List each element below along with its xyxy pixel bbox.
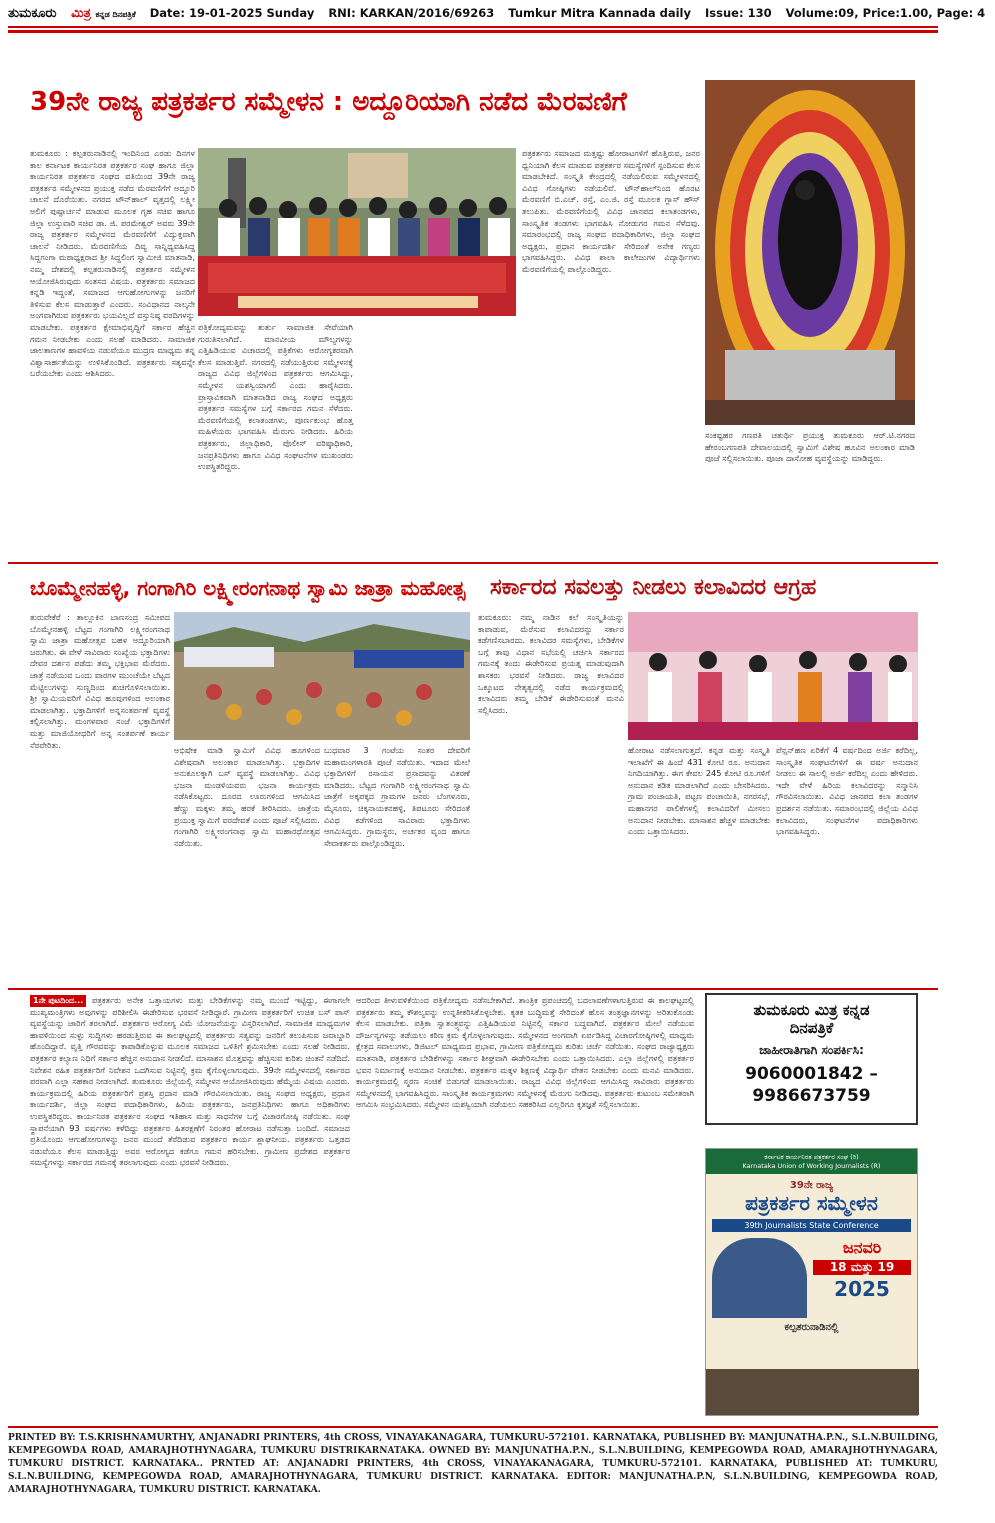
poster-people-strip bbox=[706, 1369, 919, 1415]
story1-headline: 39ನೇ ರಾಜ್ಯ ಪತ್ರಕರ್ತರ ಸಮ್ಮೇಳನ : ಅದ್ದೂರಿಯಾಗಿ ನಡೆದ ಮೆರವಣಿಗೆ bbox=[30, 87, 627, 117]
section-rule-1 bbox=[8, 562, 938, 564]
artists-event-photo bbox=[628, 612, 918, 740]
story3-headline: ಸರ್ಕಾರದ ಸವಲತ್ತು ನೀಡಲು ಕಲಾವಿದರ ಆಗ್ರಹ bbox=[490, 575, 817, 600]
masthead-rule bbox=[8, 30, 938, 33]
poster-year: 2025 bbox=[834, 1277, 890, 1301]
artists-felicitation-image bbox=[628, 612, 918, 740]
story1-column-2b bbox=[360, 322, 516, 558]
rni-number: RNI: KARKAN/2016/69263 bbox=[328, 6, 495, 20]
poster-month: ಜನವರಿ bbox=[842, 1238, 882, 1257]
poster-place: ಕಲ್ಪತರುನಾಡಿನಲ್ಲಿ bbox=[784, 1322, 839, 1333]
poster-body bbox=[706, 1238, 917, 1318]
ad-line-1: ತುಮಕೂರು ಮಿತ್ರ ಕನ್ನಡ bbox=[753, 1001, 870, 1019]
temple-photo-caption: ಸಂಕಷ್ಟಹರ ಗಣಪತಿ ಚತುರ್ಥಿ ಪ್ರಯುಕ್ತ ತುಮಕೂರು ಆರ್.ಟಿ.ನಗರದ ಹೇರಂಬಗಣಪತಿ ದೇವಾಲಯದಲ್ಲಿ ಸ್ವಾಮಿಗೆ ವಿಶೇಷ ಹೂವಿನ ಅಲಂಕಾರ ಮಾಡಿ ಪೂಜೆ ಸಲ್ಲಿಸಲಾಯಿತು. ಪೂಜಾ ದಾಸೋಹ ವ್ಯವಸ್ಥೆಯನ್ನು ಮಾಡಿದ್ದರು. bbox=[705, 430, 915, 464]
story2-column-2: ಅಭಿಷೇಕ ಮಾಡಿ ಸ್ವಾಮಿಗೆ ವಿವಿಧ ಹೂಗಳಿಂದ ವಿಶೇಷವಾಗಿ ಅಲಂಕಾರ ಮಾಡಲಾಗಿತ್ತು. ಭಕ್ತಾದಿಗಳ ಅನುಕೂಲಕ್ಕಾಗಿ ಬಸ್ ವ್ಯವಸ್ಥೆ ಮಾಡಲಾಗಿತ್ತು. ವಿವಿಧ ಭಜನಾ ಮಂಡಳಿಯವರು ಭಜನಾ ಕಾರ್ಯಕ್ರಮ ನಡೆಸಿಕೊಟ್ಟರು. ದೂರದ ಊರುಗಳಿಂದ ಆಗಮಿಸಿದ ಹೆಣ್ಣು ಮಕ್ಕಳು ತಮ್ಮ ಹರಕೆ ತೀರಿಸಿದರು. ಜಾತ್ರೆಯ ಪ್ರಯುಕ್ತ ಸ್ವಾಮಿಗೆ ವರದೇವತೆ ಎಂದು ಪೂಜೆ ಸಲ್ಲಿಸಿದರು. ಗಂಗಾಗಿರಿ ಲಕ್ಷ್ಮೀರಂಗನಾಥ ಸ್ವಾಮಿ ಮಹಾರಥೋತ್ಸವ ನಡೆಯಿತು. bbox=[174, 745, 320, 848]
temple-deity-image bbox=[705, 80, 915, 425]
story3-column-2: ಹೋರಾಟ ನಡೆಸಲಾಗುತ್ತದೆ. ಕನ್ನಡ ಮತ್ತು ಸಂಸ್ಕೃತಿ ಇಲಾಖೆಗೆ ಈ ಹಿಂದೆ 431 ಕೋಟಿ ರೂ. ಅನುದಾನ ನಿಗದಿಯಾಗಿತ್ತು. ಈಗ ಕೇವಲ 245 ಕೋಟಿ ರೂ.ಗಳಿಗೆ ಅನುದಾನ ಕಡಿತ ಮಾಡಲಾಗಿದೆ ಎಂದು ಬೇಸರಿಸಿದರು. ಗ್ರಾಮ ಪಂಚಾಯತಿ, ಪಟ್ಟಣ ಪಂಚಾಯಿತಿ, ನಗರಸಭೆ, ಮಹಾನಗರ ಪಾಲಿಕೆಗಳಲ್ಲಿ ಕಲಾವಿದರಿಗೆ ಮೀಸಲು ಅನುದಾನ ನೀಡಬೇಕು. ಮಾಸಾಶನ ಹೆಚ್ಚಳ ಮಾಡಬೇಕು ಎಂದು ಒತ್ತಾಯಿಸಿದರು. bbox=[628, 745, 770, 837]
story3-column-1: ತುಮಕೂರು: ನಮ್ಮ ನಾಡಿನ ಕಲೆ ಸಂಸ್ಕೃತಿಯನ್ನು ಕಾಪಾಡುವ, ಮೆರೆಸುವ ಕಲಾವಿದರನ್ನು ಸರ್ಕಾರ ಕಡೆಗಣಿಸಬಾರದು. ಕಲಾವಿದರ ಸಮಸ್ಯೆಗಳು, ಬೇಡಿಕೆಗಳ ಬಗ್ಗೆ ತಾವು ವಿಧಾನ ಸಭೆಯಲ್ಲಿ ಚರ್ಚಿಸಿ ಸರ್ಕಾರದ ಗಮನಕ್ಕೆ ತಂದು ಈಡೇರಿಸುವ ಪ್ರಯತ್ನ ಮಾಡುವುದಾಗಿ ಶಾಸಕರು ಭರವಸೆ ನೀಡಿದರು. ರಾಜ್ಯ ಕಲಾವಿದರ ಒಕ್ಕೂಟದ ನೇತೃತ್ವದಲ್ಲಿ ನಡೆದ ಕಾರ್ಯಕ್ರಮದಲ್ಲಿ ಕಲಾವಿದರು ತಮ್ಮ ಬೇಡಿಕೆ ಈಡೇರಿಸುವಂತೆ ಮನವಿ ಸಲ್ಲಿಸಿದರು. bbox=[478, 612, 624, 715]
poster-title: ಪತ್ರಕರ್ತರ ಸಮ್ಮೇಳನ bbox=[745, 1191, 878, 1215]
poster-org-kannada: ಕರ್ನಾಟಕ ಕಾರ್ಯನಿರತ ಪತ್ರಕರ್ತರ ಸಂಘ (ರಿ) bbox=[764, 1153, 859, 1161]
newspaper-logo: ತುಮಕೂರು ಮಿತ್ರ ಕನ್ನಡ ದಿನಪತ್ರಿಕೆ bbox=[8, 6, 136, 21]
footer-rule bbox=[8, 1426, 938, 1428]
procession-photo bbox=[198, 148, 516, 316]
story1-column-3: ಪತ್ರಕರ್ತರು ಸಮಾಜದ ಮತ್ತಷ್ಟು ಹೋರಾಟಗಳಿಗೆ ಹೊತ್ತಿರುವ, ಜನರ ಧ್ವನಿಯಾಗಿ ಕೆಲಸ ಮಾಡುವ ಪತ್ರಕರ್ತರ ಸಮಸ್ಯೆಗಳಿಗೆ ಸ್ಪಂದಿಸುವ ಕೆಲಸ ಮಾಡಬೇಕಿದೆ. ಸಂಸ್ಕೃತಿ ಕೇಂದ್ರದಲ್ಲಿ ನಡೆಯಲಿರುವ ಸಮ್ಮೇಳನದಲ್ಲಿ ವಿವಿಧ ಗೋಷ್ಠಿಗಳು ನಡೆಯಲಿವೆ. ಟೌನ್‌ಹಾಲ್‌ನಿಂದ ಹೊರಟ ಮೆರವಣಿಗೆ ಬಿ.ಎಚ್. ರಸ್ತೆ, ಎಂ.ಜಿ. ರಸ್ತೆ ಮೂಲಕ ಗ್ಲಾಸ್ ಹೌಸ್ ತಲುಪಿತು. ಮೆರವಣಿಗೆಯಲ್ಲಿ ವಿವಿಧ ಜಾನಪದ ಕಲಾತಂಡಗಳು, ಸಾಂಸ್ಕೃತಿಕ ತಂಡಗಳು ಭಾಗವಹಿಸಿ ನೋಡುಗರ ಗಮನ ಸೆಳೆದವು. ಸಮಾರಂಭದಲ್ಲಿ ರಾಜ್ಯ ಸಂಘದ ಪದಾಧಿಕಾರಿಗಳು, ಜಿಲ್ಲಾ ಸಂಘದ ಅಧ್ಯಕ್ಷರು, ಪ್ರಧಾನ ಕಾರ್ಯದರ್ಶಿ ಸೇರಿದಂತೆ ಅನೇಕ ಗಣ್ಯರು ಭಾಗವಹಿಸಿದ್ದರು. ವಿವಿಧ ಶಾಲಾ ಕಾಲೇಜುಗಳ ವಿದ್ಯಾರ್ಥಿಗಳು ಮೆರವಣಿಗೆಯಲ್ಲಿ ಪಾಲ್ಗೊಂಡಿದ್ದರು. bbox=[522, 148, 700, 274]
ad-line-2: ದಿನಪತ್ರಿಕೆ bbox=[789, 1019, 834, 1037]
procession-photo-image bbox=[198, 148, 516, 316]
issue-date: Date: 19-01-2025 Sunday bbox=[149, 6, 315, 20]
story2-column-3: ಬುಧವಾರ 3 ಗಂಟೆಯ ಸಂತರ ದೇವರಿಗೆ ಮಹಾಮಂಗಳಾರತಿ ಪೂಜೆ ನಡೆಯಿತು. ಇದಾದ ಮೇಲೆ ಭಕ್ತಾದಿಗಳಿಗೆ ರಸಾಯನ ಪ್ರಸಾದವನ್ನು ವಿತರಣೆ ಮಾಡಿದರು. ಬೆಟ್ಟದ ಗಂಗಾಗಿರಿ ಲಕ್ಷ್ಮೀರಂಗನಾಥ ಸ್ವಾಮಿ ಜಾತ್ರೆಗೆ ಅಕ್ಕಪಕ್ಕದ ಗ್ರಾಮಗಳ ಜನರು ಬೆಂಗಳೂರು, ಮೈಸೂರು, ಚಿಕ್ಕನಾಯಕನಹಳ್ಳಿ, ತಿಪಟೂರು ಸೇರಿದಂತೆ ವಿವಿಧ ಕಡೆಗಳಿಂದ ಸಾವಿರಾರು ಭಕ್ತಾದಿಗಳು ಆಗಮಿಸಿದ್ದರು. ಗ್ರಾಮಸ್ಥರು, ಅರ್ಚಕರ ವೃಂದ ಹಾಗೂ ಸೇವಾಕರ್ತರು ಪಾಲ್ಗೊಂಡಿದ್ದರು. bbox=[324, 745, 470, 848]
ad-phone-1: 9060001842 – bbox=[745, 1064, 878, 1084]
poster-portrait bbox=[712, 1238, 807, 1318]
paper-name: Tumkur Mitra Kannada daily bbox=[508, 6, 691, 20]
temple-deity-photo bbox=[705, 80, 915, 425]
poster-org-english: Karnataka Union of Working Journalists (R) bbox=[742, 1162, 881, 1170]
story3-column-3: ಪೆನ್ಷನ್‌ಹಣ ಏರಿಕೆಗೆ 4 ವರ್ಷದಿಂದ ಅರ್ಜಿ ಕರೆದಿಲ್ಲ, ಸಾಂಸ್ಕೃತಿಕ ಸಂಘಟನೆಗಳಿಗೆ ಈ ವರ್ಷ ಅನುದಾನ ನೀಡಲು ಈ ಸಾಲಲ್ಲಿ ಅರ್ಜಿ ಕರೆದಿಲ್ಲ ಎಂದು ಹೇಳಿದರು. ಇದೇ ವೇಳೆ ಹಿರಿಯ ಕಲಾವಿದರನ್ನು ಸನ್ಮಾನಿಸಿ ಗೌರವಿಸಲಾಯಿತು. ವಿವಿಧ ಜಾನಪದ ಕಲಾ ತಂಡಗಳ ಪ್ರದರ್ಶನ ನಡೆಯಿತು. ಸಮಾರಂಭದಲ್ಲಿ ಜಿಲ್ಲೆಯ ವಿವಿಧ ಕಲಾವಿದರು, ಸಂಘಟನೆಗಳ ಪದಾಧಿಕಾರಿಗಳು ಭಾಗವಹಿಸಿದ್ದರು. bbox=[776, 745, 918, 837]
conference-poster bbox=[705, 1148, 918, 1416]
poster-subtitle: 39th Journalists State Conference bbox=[712, 1219, 911, 1232]
story4-text: ಪತ್ರಕರ್ತರು ಅನೇಕ ಒತ್ತಾಯಗಳು ಮತ್ತು ಬೇಡಿಕೆಗಳನ್ನು ನಮ್ಮ ಮುಂದೆ ಇಟ್ಟಿದ್ದು, ಈಗಾಗಲೇ ಮುಖ್ಯಮಂತ್ರಿಗಳು ಅವುಗಳನ್ನು ಪರಿಶೀಲಿಸಿ ಈಡೇರಿಸುವ ಭರವಸೆ ನೀಡಿದ್ದಾರೆ. ಗ್ರಾಮೀಣ ಪತ್ರಕರ್ತರಿಗೆ ಉಚಿತ ಬಸ್ ಪಾಸ್ ವ್ಯವಸ್ಥೆಯನ್ನು ಜಾರಿಗೆ ತರಲಾಗಿದೆ. ಪತ್ರಕರ್ತರ ಆರೋಗ್ಯ ವಿಮೆ ಯೋಜನೆಯನ್ನು ವಿಸ್ತರಿಸಲಾಗಿದೆ. ಸಾಮಾಜಿಕ ಮಾಧ್ಯಮಗಳ ಹಾವಳಿಯಿಂದ ಸುಳ್ಳು ಸುದ್ದಿಗಳು ಹರಡುತ್ತಿರುವ ಈ ಕಾಲಘಟ್ಟದಲ್ಲಿ ಪತ್ರಕರ್ತರು ಸತ್ಯವನ್ನು ಜನರಿಗೆ ತಲುಪಿಸುವ ಜವಾಬ್ದಾರಿ ಹೊಂದಿದ್ದಾರೆ. ವೃತ್ತಿ ಗೌರವವನ್ನು ಕಾಪಾಡಿಕೊಳ್ಳುವ ಮೂಲಕ ಸಮಾಜದ ಒಳಿತಿಗೆ ಶ್ರಮಿಸಬೇಕು ಎಂದು ಸಲಹೆ ನೀಡಿದರು. ಪತ್ರಕರ್ತರ ಕಲ್ಯಾಣ ನಿಧಿಗೆ ಸರ್ಕಾರ ಹೆಚ್ಚಿನ ಅನುದಾನ ನೀಡಲಿದೆ. ಮಾಸಾಶನ ಮೊತ್ತವನ್ನು ಹೆಚ್ಚಿಸುವ ಕುರಿತು ಚಿಂತನೆ ನಡೆದಿದೆ. ನಿವೇಶನ ರಹಿತ ಪತ್ರಕರ್ತರಿಗೆ ನಿವೇಶನ ಒದಗಿಸುವ ನಿಟ್ಟಿನಲ್ಲಿ ಕ್ರಮ ಕೈಗೊಳ್ಳಲಾಗುವುದು. 39ನೇ ಸಮ್ಮೇಳನದಲ್ಲಿ ಸರ್ಕಾರದ ಪರವಾಗಿ ಎಲ್ಲಾ ಸಹಕಾರ ನೀಡಲಾಗಿದೆ. ತುಮಕೂರು ಜಿಲ್ಲೆಯಲ್ಲಿ ಸಮ್ಮೇಳನ ಆಯೋಜಿಸಿರುವುದು ಹೆಮ್ಮೆಯ ವಿಷಯ ಎಂದರು. ಕಾರ್ಯಕ್ರಮದಲ್ಲಿ ಹಿರಿಯ ಪತ್ರಕರ್ತರಿಗೆ ಪ್ರಶಸ್ತಿ ಪ್ರದಾನ ಮಾಡಿ ಗೌರವಿಸಲಾಯಿತು. ರಾಜ್ಯ ಸಂಘದ ಅಧ್ಯಕ್ಷರು, ಪ್ರಧಾನ ಕಾರ್ಯದರ್ಶಿ, ಜಿಲ್ಲಾ ಸಂಘದ ಪದಾಧಿಕಾರಿಗಳು, ಹಿರಿಯ ಪತ್ರಕರ್ತರು, ಜನಪ್ರತಿನಿಧಿಗಳು ಹಾಗೂ ಅಧಿಕಾರಿಗಳು ಉಪಸ್ಥಿತರಿದ್ದರು. ಕಾರ್ಯನಿರತ ಪತ್ರಕರ್ತರ ಸಂಘದ ಇತಿಹಾಸ ಮತ್ತು ಸಾಧನೆಗಳ ಬಗ್ಗೆ ವಿಚಾರಗೋಷ್ಠಿ ನಡೆಯಿತು. ಸಂಘ ಸ್ಥಾಪನೆಯಾಗಿ 93 ವರ್ಷಗಳು ಕಳೆದಿದ್ದು ಪತ್ರಕರ್ತರ ಹಿತರಕ್ಷಣೆಗೆ ನಿರಂತರ ಹೋರಾಟ ನಡೆಸುತ್ತಾ ಬಂದಿದೆ. ಸಮಾಜದ ಪ್ರತಿಯೊಂದು ಆಗುಹೋಗುಗಳನ್ನು ಜನರ ಮುಂದೆ ತೆರೆದಿಡುವ ಪತ್ರಕರ್ತರ ಕಾರ್ಯ ಶ್ಲಾಘನೀಯ. ಪತ್ರಕರ್ತರು ಒತ್ತಡದ ನಡುವೆಯೂ ಕೆಲಸ ಮಾಡುತ್ತಿದ್ದು ಅವರ ಆರೋಗ್ಯದ ಕಡೆಗೂ ಗಮನ ಹರಿಸಬೇಕು. ಗ್ರಾಮೀಣ ಪ್ರದೇಶದ ಪತ್ರಕರ್ತರ ಸಮಸ್ಯೆಗಳನ್ನು ಸರ್ಕಾರದ ಗಮನಕ್ಕೆ ತರಲಾಗುವುದು ಎಂದು ಭರವಸೆ ನೀಡಿದರು. bbox=[30, 995, 350, 1168]
issue-number: Issue: 130 bbox=[705, 6, 772, 20]
story1-column-2: ಪತ್ರಿಕೋದ್ಯಮವನ್ನು ತುರ್ತು ಸಾಮಾಜಿಕ ಸೇವೆಯಾಗಿ ಗುರುತಿಸಲಾಗಿದೆ. ಮಾನವೀಯ ಮೌಲ್ಯಗಳನ್ನು ಎತ್ತಿಹಿಡಿಯುವ ವಿಚಾರದಲ್ಲಿ ಪತ್ರಿಕೆಗಳು ಆರೋಗ್ಯಕರವಾಗಿ ಕೆಲಸ ಮಾಡುತ್ತಿವೆ. ನಗರದಲ್ಲಿ ನಡೆಯುತ್ತಿರುವ ಸಮ್ಮೇಳನಕ್ಕೆ ರಾಜ್ಯದ ವಿವಿಧ ಜಿಲ್ಲೆಗಳಿಂದ ಪತ್ರಕರ್ತರು ಆಗಮಿಸಿದ್ದು, ಸಮ್ಮೇಳನ ಯಶಸ್ವಿಯಾಗಲಿ ಎಂದು ಹಾರೈಸಿದರು. ಪ್ರಾಸ್ತಾವಿಕವಾಗಿ ಮಾತನಾಡಿದ ರಾಜ್ಯ ಸಂಘದ ಅಧ್ಯಕ್ಷರು ಪತ್ರಕರ್ತರ ಸಮಸ್ಯೆಗಳ ಬಗ್ಗೆ ಸರ್ಕಾರದ ಗಮನ ಸೆಳೆದರು. ಮೆರವಣಿಗೆಯಲ್ಲಿ ಕಲಾತಂಡಗಳು, ಪೂರ್ಣಕುಂಭ ಹೊತ್ತ ಮಹಿಳೆಯರು ಭಾಗವಹಿಸಿ ಮೆರುಗು ನೀಡಿದರು. ಹಿರಿಯ ಪತ್ರಕರ್ತರು, ಜಿಲ್ಲಾಧಿಕಾರಿ, ಪೊಲೀಸ್ ವರಿಷ್ಠಾಧಿಕಾರಿ, ಜನಪ್ರತಿನಿಧಿಗಳು ಹಾಗೂ ವಿವಿಧ ಸಂಘಟನೆಗಳ ಮುಖಂಡರು ಉಪಸ್ಥಿತರಿದ್ದರು. bbox=[198, 322, 353, 472]
story4-column-2: ಆದರಿಂದ ತೀಳುವಳಿಕೆಯಿಂದ ಪತ್ರಿಕೋದ್ಯಮ ನಡೆಸಬೇಕಾಗಿದೆ. ತಾಂತ್ರಿಕ ಪ್ರಪಂಚದಲ್ಲಿ ಬದಲಾವಣೆಗಳಾಗುತ್ತಿರುವ ಈ ಕಾಲಘಟ್ಟದಲ್ಲಿ ಪತ್ರಕರ್ತರು ತಮ್ಮ ಕೌಶಲ್ಯವನ್ನು ಉನ್ನತೀಕರಿಸಿಕೊಳ್ಳಬೇಕು. ಕೃತಕ ಬುದ್ಧಿಮತ್ತೆ ಸೇರಿದಂತೆ ಹೊಸ ತಂತ್ರಜ್ಞಾನಗಳನ್ನು ಅರಿತುಕೊಂಡು ಕೆಲಸ ಮಾಡಬೇಕು. ಪತ್ರಿಕಾ ಸ್ವಾತಂತ್ರ್ಯವನ್ನು ಎತ್ತಿಹಿಡಿಯುವ ನಿಟ್ಟಿನಲ್ಲಿ ಸರ್ಕಾರ ಬದ್ಧವಾಗಿದೆ. ಪತ್ರಕರ್ತರ ಮೇಲೆ ನಡೆಯುವ ದೌರ್ಜನ್ಯಗಳನ್ನು ತಡೆಯಲು ಕಠಿಣ ಕ್ರಮ ಕೈಗೊಳ್ಳಲಾಗುವುದು. ಸಮ್ಮೇಳನದ ಅಂಗವಾಗಿ ಏರ್ಪಡಿಸಿದ್ದ ವಿಚಾರಗೋಷ್ಠಿಗಳಲ್ಲಿ ಮಾಧ್ಯಮ ಕ್ಷೇತ್ರದ ಸವಾಲುಗಳು, ಡಿಜಿಟಲ್ ಮಾಧ್ಯಮದ ಪ್ರಭಾವ, ಗ್ರಾಮೀಣ ಪತ್ರಿಕೋದ್ಯಮ ಕುರಿತು ಚರ್ಚೆ ನಡೆಯಿತು. ಸಂಘದ ರಾಜ್ಯಾಧ್ಯಕ್ಷರು ಮಾತನಾಡಿ, ಪತ್ರಕರ್ತರ ಬೇಡಿಕೆಗಳನ್ನು ಸರ್ಕಾರ ಶೀಘ್ರವಾಗಿ ಈಡೇರಿಸಬೇಕು ಎಂದು ಒತ್ತಾಯಿಸಿದರು. ಎಲ್ಲಾ ಜಿಲ್ಲೆಗಳಲ್ಲಿ ಪತ್ರಕರ್ತರ ಭವನ ನಿರ್ಮಾಣಕ್ಕೆ ಅನುದಾನ ನೀಡಬೇಕು. ಪತ್ರಕರ್ತರ ಮಕ್ಕಳ ಶಿಕ್ಷಣಕ್ಕೆ ವಿದ್ಯಾರ್ಥಿ ವೇತನ ನೀಡಬೇಕು ಎಂದು ಮನವಿ ಮಾಡಿದರು. ಕಾರ್ಯಕ್ರಮದಲ್ಲಿ ಸ್ಮರಣ ಸಂಚಿಕೆ ಬಿಡುಗಡೆ ಮಾಡಲಾಯಿತು. ರಾಜ್ಯದ ವಿವಿಧ ಜಿಲ್ಲೆಗಳಿಂದ ಆಗಮಿಸಿದ್ದ ಸಾವಿರಾರು ಪತ್ರಕರ್ತರು ಸಮ್ಮೇಳನದಲ್ಲಿ ಭಾಗವಹಿಸಿದ್ದರು. ಸಾಂಸ್ಕೃತಿಕ ಕಾರ್ಯಕ್ರಮಗಳು ಸಮ್ಮೇಳನಕ್ಕೆ ಮೆರುಗು ನೀಡಿದವು. ಪತ್ರಕರ್ತರು ಕುಟುಂಬ ಸಮೇತರಾಗಿ ಆಗಮಿಸಿ ಸಂಭ್ರಮಿಸಿದರು. ಸಮ್ಮೇಳನ ಯಶಸ್ವಿಯಾಗಿ ನಡೆಯಲು ಸಹಕರಿಸಿದ ಎಲ್ಲರಿಗೂ ಕೃತಜ್ಞತೆ ಸಲ್ಲಿಸಲಾಯಿತು. bbox=[356, 995, 694, 1110]
fair-crowd-image bbox=[174, 612, 470, 740]
poster-org-header bbox=[706, 1149, 917, 1174]
imprint-footer: PRINTED BY: T.S.KRISHNAMURTHY, ANJANADRI PRINTERS, 4th CROSS, VINAYAKANAGARA, TUMKURU-572101. KARNATAKA, PUBLISHED BY: MANJUNATHA.P.N., S.L.N.BUILDING, KEMPEGOWDA ROAD, AMARAJHOTHYNAGARA, TUMKURU DISTRIKARNATAKA. OWNED BY: MANJUNATHA.P.N., S.L.N.BUILDING, KEMPEGOWDA ROAD, AMARAJHOTHYNAGARA, TUMKURU DISTRICT. KARNATAKA.. PRNTED AT: ANJANADRI PRINTERS, 4th CROSS, VINAYAKANAGARA, TUMKURU-572101. KARNATAKA, PUBLISHED AT: TUMKURU, S.L.N.BUILDING, KEMPEGOWDA ROAD, AMARAJHOTHYNAGARA, TUMKURU DISTRICT. KARNATAKA. EDITOR: MANJUNATHA.P.N, S.L.N.BUILDING, KEMPEGOWDA ROAD, AMARAJHOTHYNAGARA, TUMKURU DISTRICT. KARNATAKA. bbox=[8, 1433, 938, 1495]
ad-line-3: ಜಾಹೀರಾತಿಗಾಗಿ ಸಂಪರ್ಕಿಸಿ: bbox=[759, 1043, 864, 1057]
poster-edition: 39ನೇ ರಾಜ್ಯ bbox=[789, 1180, 834, 1191]
advertisement-contact-box bbox=[705, 993, 918, 1125]
fair-photo bbox=[174, 612, 470, 740]
poster-dates: 18 ಮತ್ತು 19 bbox=[813, 1260, 911, 1275]
masthead bbox=[8, 6, 986, 28]
poster-date-block bbox=[807, 1238, 917, 1318]
story2-headline: ಬೊಮ್ಮೇನಹಳ್ಳಿ, ಗಂಗಾಗಿರಿ ಲಕ್ಷ್ಮೀರಂಗನಾಥ ಸ್ವಾಮಿ ಜಾತ್ರಾ ಮಹೋತ್ಸ bbox=[30, 576, 466, 600]
continued-from-page-1-badge: 1ನೇ ಪುಟದಿಂದ... bbox=[30, 995, 86, 1007]
story1-column-1: ತುಮಕೂರು : ಕಲ್ಪತರುನಾಡಿನಲ್ಲಿ ಇಂದಿನಿಂದ ಎರಡು ದಿನಗಳ ಕಾಲ ಕರ್ನಾಟಕ ಕಾರ್ಯನಿರತ ಪತ್ರಕರ್ತರ ಸಂಘ ಹಾಗೂ ಜಿಲ್ಲಾ ಕಾರ್ಯನಿರತ ಪತ್ರಕರ್ತರ ಸಂಘದ ವತಿಯಿಂದ 39ನೇ ರಾಜ್ಯ ಪತ್ರಕರ್ತರ ಸಮ್ಮೇಳನದ ಪ್ರಯುಕ್ತ ನಡೆದ ಮೆರವಣಿಗೆಗೆ ಅದ್ದೂರಿ ಚಾಲನೆ ದೊರೆಯಿತು. ನಗರದ ಟೌನ್‌ಹಾಲ್ ವೃತ್ತದಲ್ಲಿ ಲಕ್ಷ್ಮೀ ಅಲಿಗೆ ಪುಷ್ಪಾರ್ಚನೆ ಮಾಡುವ ಮೂಲಕ ಗೃಹ ಸಚಿವ ಹಾಗೂ ಜಿಲ್ಲಾ ಉಸ್ತುವಾರಿ ಸಚಿವ ಡಾ. ಜಿ. ಪರಮೇಶ್ವರ್ ಅವರು 39ನೇ ರಾಜ್ಯ ಪತ್ರಕರ್ತರ ಸಮ್ಮೇಳನದ ಮೆರವಣಿಗೆಗೆ ವಿದ್ಯುಕ್ತವಾಗಿ ಚಾಲನೆ ನೀಡಿದರು. ಮೆರವಣಿಗೆಯ ದಿವ್ಯ ಸಾನ್ನಿಧ್ಯವಹಿಸಿದ್ದ ಸಿದ್ದಗಂಗಾ ಮಠಾಧ್ಯಕ್ಷರಾದ ಶ್ರೀ ಸಿದ್ದಲಿಂಗ ಸ್ವಾಮೀಜಿ ಮಾತನಾಡಿ, ನಮ್ಮ ದೇಶದಲ್ಲಿ ಕಲ್ಪತರುನಾಡಿನಲ್ಲಿ ಪತ್ರಕರ್ತರ ಸಮ್ಮೇಳನ ಆಯೋಜಿಸಿರುವುದು ಸಂತಸದ ವಿಷಯ. ಪತ್ರಕರ್ತರು ಸಮಾಜದ ಕನ್ನಡಿ ಇದ್ದಂತೆ, ಸಮಾಜದ ಆಗುಹೋಗುಗಳನ್ನು ಜನರಿಗೆ ತಿಳಿಸುವ ಕೆಲಸ ಮಾಡುತ್ತಾರೆ ಎಂದರು. ಸಂವಿಧಾನದ ನಾಲ್ಕನೇ ಅಂಗವಾಗಿರುವ ಪತ್ರಕರ್ತರು ಭಯವಿಲ್ಲದೆ ವಸ್ತುನಿಷ್ಠ ವರದಿಗಳನ್ನು ಮಾಡಬೇಕು. ಪತ್ರಕರ್ತರ ಕ್ಷೇಮಾಭಿವೃದ್ಧಿಗೆ ಸರ್ಕಾರ ಹೆಚ್ಚಿನ ಗಮನ ನೀಡಬೇಕು ಎಂದು ಸಲಹೆ ಮಾಡಿದರು. ಸಾಮಾಜಿಕ ಜಾಲತಾಣಗಳ ಹಾವಳಿಯ ನಡುವೆಯೂ ಮುದ್ರಣ ಮಾಧ್ಯಮ ತನ್ನ ವಿಶ್ವಾಸಾರ್ಹತೆಯನ್ನು ಉಳಿಸಿಕೊಂಡಿದೆ. ಪತ್ರಕರ್ತರು ಸತ್ಯವನ್ನೇ ಬರೆಯಬೇಕು ಎಂದು ಆಶಿಸಿದರು. bbox=[30, 148, 195, 379]
volume-price-page: Volume:09, Price:1.00, Page: 4 bbox=[785, 6, 986, 20]
story2-column-1: ತುರುವೇಕೆರೆ : ತಾಲ್ಲೂಕಿನ ಬಾಣಸಂದ್ರ ಸಮೀಪದ ಬೊಮ್ಮೇನಹಳ್ಳಿ ಬೆಟ್ಟದ ಗಂಗಾಗಿರಿ ಲಕ್ಷ್ಮೀರಂಗನಾಥ ಸ್ವಾಮಿ ಜಾತ್ರಾ ಮಹೋತ್ಸವ ಬಹಳ ಅದ್ದೂರಿಯಾಗಿ ಜರುಗಿತು. ಈ ವೇಳೆ ಸಾವಿರಾರು ಸಂಖ್ಯೆಯ ಭಕ್ತಾದಿಗಳು ದೇವರ ದರ್ಶನ ಪಡೆದು ತಮ್ಮ ಭಕ್ತಿಭಾವ ಮೆರೆದರು. ಜಾತ್ರೆ ನಡೆಯುವ ಒಂದು ವಾರಗಳ ಮುಂಚೆಯೇ ಬೆಟ್ಟದ ಮೆಟ್ಟಿಲುಗಳನ್ನು ಸುಣ್ಣದಿಂದ ಶುಚಿಗೊಳಿಸಲಾಯಿತು. ಶ್ರೀ ಸ್ವಾಮಿಯವರಿಗೆ ವಿವಿಧ ಹೂವುಗಳಿಂದ ಅಲಂಕಾರ ಮಾಡಲಾಗಿತ್ತು. ಭಕ್ತಾದಿಗಳಿಗೆ ಅನ್ನಸಂತರ್ಪಣೆ ವ್ಯವಸ್ಥೆ ಕಲ್ಪಿಸಲಾಗಿತ್ತು. ಮಂಗಳವಾರ ಸಂಜೆ ಭಕ್ತಾದಿಗಳಿಗೆ ಮತ್ತು ಮಾಜಿಯೋಧರಿಗೆ ಅನ್ನ ಸಂತರ್ಪಣೆ ಕಾರ್ಯ ನೆರವೇರಿತು. bbox=[30, 612, 170, 750]
story4-continued-text bbox=[30, 995, 350, 1420]
ad-phone-2: 9986673759 bbox=[752, 1086, 871, 1106]
section-rule-2 bbox=[8, 988, 938, 990]
